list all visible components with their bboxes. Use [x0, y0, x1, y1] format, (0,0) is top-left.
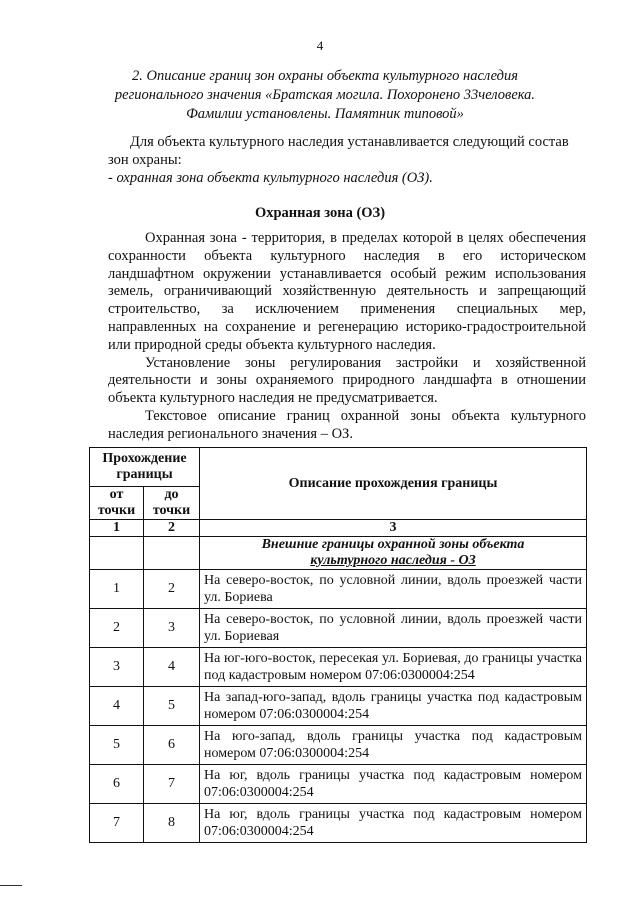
table-row: [90, 648, 587, 687]
header-desc: Описание прохождения границы: [200, 448, 587, 520]
from-point: 2: [90, 609, 144, 648]
table-cell-empty: [144, 537, 200, 570]
to-point: 8: [144, 804, 200, 843]
from-point: 4: [90, 687, 144, 726]
section-title-line-1: Внешние границы охранной зоны объекта: [261, 537, 525, 552]
section-title-cell: [200, 537, 587, 570]
boundary-table: [89, 447, 587, 843]
intro-zone-item: - охранная зона объекта культурного наследия (ОЗ).: [108, 170, 433, 186]
zone-paragraph-1: Охранная зона - территория, в пределах которой в целях обеспечения сохранности объекта культурного наследия в его историческом ландшафтном окружении устанавливается особый режим использования земель, ограничивающий хозяйственную деятельность и запрещающий строительство, за исключением применения специальных мер, направленных на сохранение и регенерацию историко-градостроительной или природной среды объекта культурного наследия.: [108, 230, 586, 353]
boundary-description: На юго-запад, вдоль границы участка под кадастровым номером 07:06:0300004:254: [200, 726, 587, 765]
header-group: Прохождение границы: [90, 448, 200, 487]
zone-title: Охранная зона (ОЗ): [254, 205, 386, 221]
boundary-description: На юг, вдоль границы участка под кадастровым номером 07:06:0300004:254: [200, 765, 587, 804]
intro-text: Для объекта культурного наследия устанавливается следующий состав зон охраны:: [108, 134, 569, 168]
to-point: 7: [144, 765, 200, 804]
col-num-3: 3: [200, 520, 587, 537]
col-num-2: 2: [144, 520, 200, 537]
table-row: [90, 570, 587, 609]
boundary-description: На северо-восток, по условной линии, вдоль проезжей части ул. Бориева: [200, 570, 587, 609]
header-from: от точки: [90, 487, 144, 520]
zone-paragraph-2: Установление зоны регулирования застройки и хозяйственной деятельности и зоны охраняемого природного ландшафта в отношении объекта культурного наследия не предусматривается.: [108, 354, 586, 407]
to-point: 3: [144, 609, 200, 648]
table-row: [90, 765, 587, 804]
from-point: 7: [90, 804, 144, 843]
from-point: 1: [90, 570, 144, 609]
section-heading: 2. Описание границ зон охраны объекта культурного наследия регионального значения «Братская могила. Похоронено 33человека. Фамилии установлены. Памятник типовой»: [114, 68, 536, 122]
from-point: 6: [90, 765, 144, 804]
col-num-1: 1: [90, 520, 144, 537]
zone-body: [108, 230, 586, 444]
to-point: 5: [144, 687, 200, 726]
table-row: [90, 687, 587, 726]
boundary-description: На запад-юго-запад, вдоль границы участка под кадастровым номером 07:06:0300004:254: [200, 687, 587, 726]
boundary-description: На юг-юго-восток, пересекая ул. Бориевая, до границы участка под кадастровым номером 07:06:0300004:254: [200, 648, 587, 687]
header-to: до точки: [144, 487, 200, 520]
boundary-description: На юг, вдоль границы участка под кадастровым номером 07:06:0300004:254: [200, 804, 587, 843]
table-cell-empty: [90, 537, 144, 570]
margin-mark: [0, 885, 22, 886]
boundary-description: На северо-восток, по условной линии, вдоль проезжей части ул. Бориевая: [200, 609, 587, 648]
section-title-line-2: культурного наследия - ОЗ: [310, 553, 476, 568]
table-row: [90, 609, 587, 648]
table-row: [90, 804, 587, 843]
from-point: 5: [90, 726, 144, 765]
to-point: 6: [144, 726, 200, 765]
intro-block: [108, 133, 586, 187]
table-row: [90, 726, 587, 765]
from-point: 3: [90, 648, 144, 687]
zone-paragraph-3: Текстовое описание границ охранной зоны объекта культурного наследия регионального значения – ОЗ.: [108, 407, 586, 442]
page-number: 4: [316, 38, 324, 53]
to-point: 4: [144, 648, 200, 687]
to-point: 2: [144, 570, 200, 609]
